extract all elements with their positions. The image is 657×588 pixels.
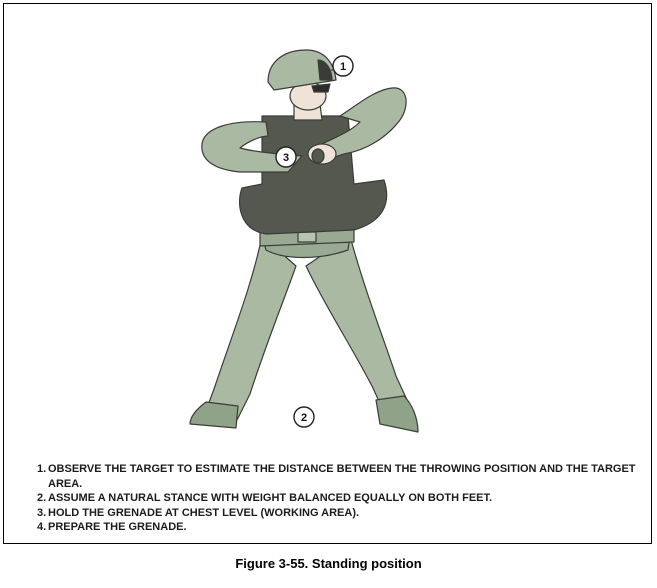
figure-caption: Figure 3-55. Standing position (235, 556, 422, 571)
instruction-step (37, 520, 637, 535)
step-number: 2. (37, 492, 47, 504)
svg-text:3: 3 (282, 152, 290, 164)
svg-text:2: 2 (300, 412, 308, 424)
instruction-step (37, 506, 637, 521)
left-leg (204, 236, 296, 422)
step-number: 1. (37, 463, 47, 475)
step-number: 4. (37, 521, 47, 533)
step-text: ASSUME A NATURAL STANCE WITH WEIGHT BALANCED EQUALLY ON BOTH FEET. (48, 492, 493, 504)
step-text: PREPARE THE GRENADE. (48, 521, 187, 533)
instruction-step (37, 462, 637, 491)
right-boot (376, 396, 418, 432)
callout-2 (294, 407, 314, 427)
callout-3 (276, 147, 296, 167)
step-text: HOLD THE GRENADE AT CHEST LEVEL (WORKING AREA). (48, 506, 360, 519)
step-number: 3. (37, 506, 47, 519)
sunglasses (312, 84, 330, 92)
right-leg (306, 236, 408, 412)
step-text: OBSERVE THE TARGET TO ESTIMATE THE DISTANCE BETWEEN THE THROWING POSITION AND THE TARGET AREA. (48, 463, 636, 490)
instruction-step (37, 491, 637, 506)
left-boot (190, 402, 238, 428)
svg-text:1: 1 (339, 61, 347, 73)
instruction-list (37, 462, 637, 535)
figure-frame (3, 3, 652, 544)
